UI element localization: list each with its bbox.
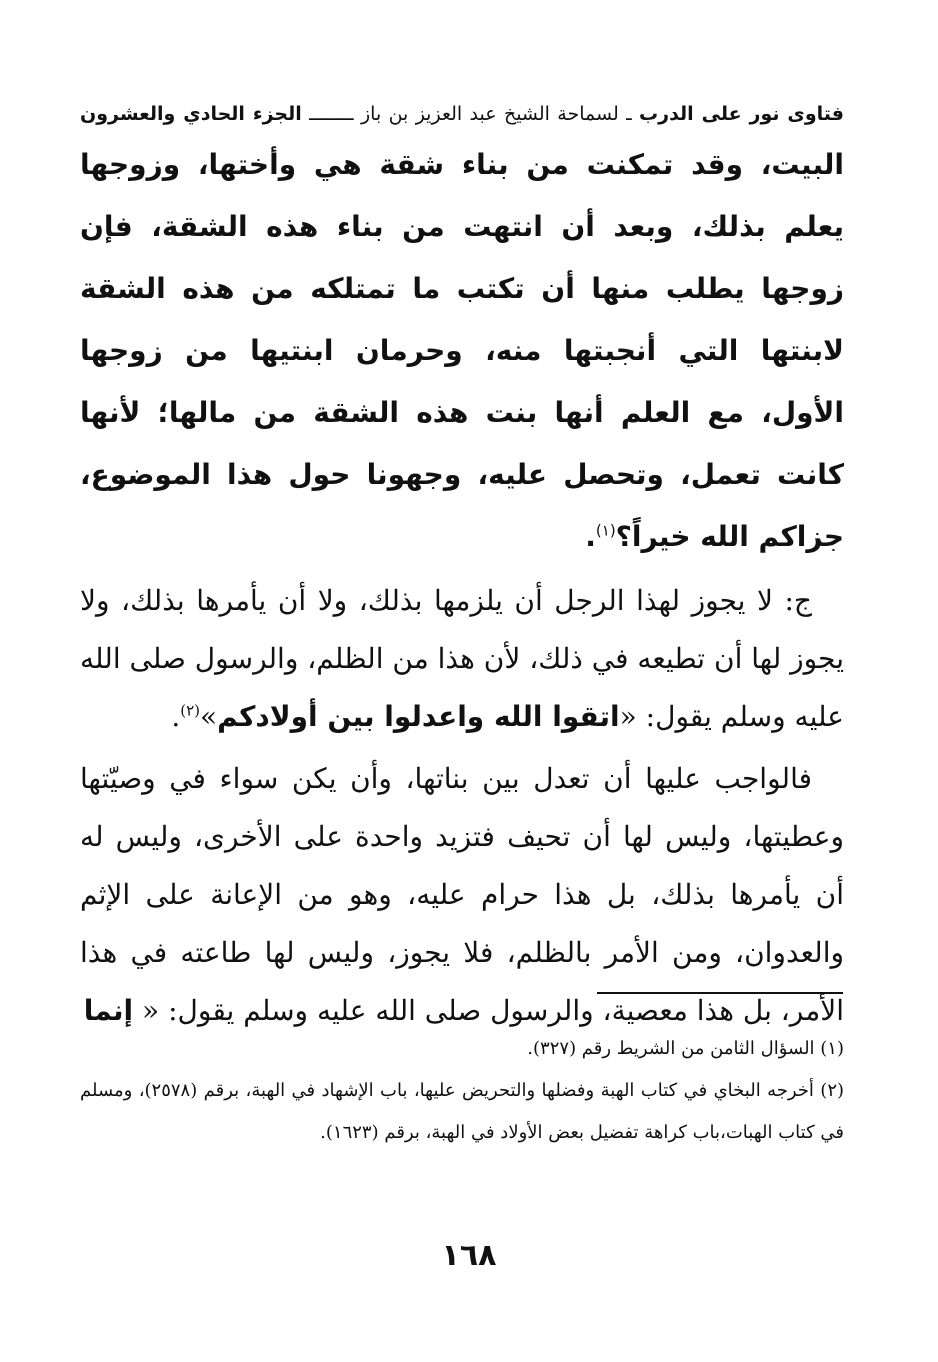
footnote-ref-2[interactable]: (٢) [180, 701, 200, 720]
hadith-quote: اتقوا الله واعدلوا بين أولادكم [217, 700, 620, 733]
answer-text: فالواجب عليها أن تعدل بين بناتها، وأن يكن سواء في وصيّتها وعطيتها، وليس لها أن تحيف فتزيد واحدة على الأخرى، وليس له أن يأمرها بذلك، بل هذا حرام عليه، وهو من الإعانة على الإثم والعدوان، ومن الأمر بالظلم، فلا يجوز، وليس لها طاعته في هذا الأمر، بل هذا معصية، والرسول صلى الله عليه وسلم يقول: « [80, 762, 844, 1027]
book-author: لسماحة الشيخ عبد العزيز بن باز [360, 103, 619, 125]
question-line: البيت، وقد تمكنت من بناء شقة هي وأختها، وزوجها يعلم بذلك، وبعد [80, 148, 844, 243]
hadith-close: » [200, 700, 218, 733]
header-separator: ــــــــ [301, 103, 354, 125]
question-line: أن انتهت من بناء هذه الشقة، فإن زوجها يطلب منها أن تكتب ما تمتلكه [80, 210, 845, 305]
running-header [80, 94, 844, 134]
footnotes [80, 1028, 844, 1154]
footnote-1: (١) السؤال الثامن من الشريط رقم (٣٢٧). [527, 1038, 844, 1059]
footnote-divider [597, 992, 843, 994]
question-line: مع العلم أنها بنت هذه الشقة من مالها؛ لأنها كانت تعمل، وتحصل [80, 396, 844, 491]
book-title: فتاوى نور على الدرب [639, 103, 844, 125]
question-text: البيت، وقد تمكنت من بناء شقة هي وأختها، وزوجها يعلم بذلك، وبعد أن انتهت من بناء هذه الشقة، فإن زوجها يطلب منها أن تكتب ما تمتلكه من هذه الشقة لابنتها التي أنجبتها منه، وحرمان ابنتيها من زوجها الأول، مع العلم أنها بنت هذه الشقة من مالها؛ لأنها كانت تعمل، وتحصل عليه، وجهونا حول هذا الموضوع، جزاكم الله خيراً؟$^{(١)}$. [80, 148, 845, 553]
answer-paragraph-2 [80, 750, 844, 1040]
trailing-word: إنما [83, 994, 134, 1027]
footnote-ref-1[interactable]: (١) [595, 521, 616, 540]
question-line: عليه، وجهونا حول هذا الموضوع، جزاكم الله خيراً؟ [80, 458, 844, 553]
footnote-2: (٢) أخرجه البخاي في كتاب الهبة وفضلها والتحريض عليها، باب الإشهاد في الهبة، برقم (٢٥٧٨)، ومسلم في كتاب الهبات،باب كراهة تفضيل بعض الأولاد في الهبة، برقم (١٦٢٣). [80, 1080, 845, 1143]
answer-paragraph-1: ج: لا يجوز لهذا الرجل أن يلزمها بذلك، ولا أن يأمرها بذلك، ولا يجوز لها أن تطيعه في ذلك، لأن هذا من الظلم، والرسول صلى الله عليه وسلم يقول: «اتقوا الله واعدلوا بين أولادكم»$^{(٢)}$. [80, 584, 844, 733]
volume-label: الجزء الحادي والعشرون [80, 103, 302, 125]
page-number: ١٦٨ [441, 1238, 497, 1273]
header-dash: ـ [618, 103, 632, 125]
page-body [80, 94, 844, 1040]
question-line: من هذه الشقة لابنتها التي أنجبتها منه، وحرمان ابنتيها من زوجها الأول، [80, 272, 845, 429]
answer-text: ج: لا يجوز لهذا الرجل أن يلزمها بذلك، ولا أن يأمرها بذلك، ولا يجوز لها أن تطيعه في ذلك، لأن هذا من الظلم، والرسول صلى الله عليه وسلم يقول: « [80, 584, 844, 733]
